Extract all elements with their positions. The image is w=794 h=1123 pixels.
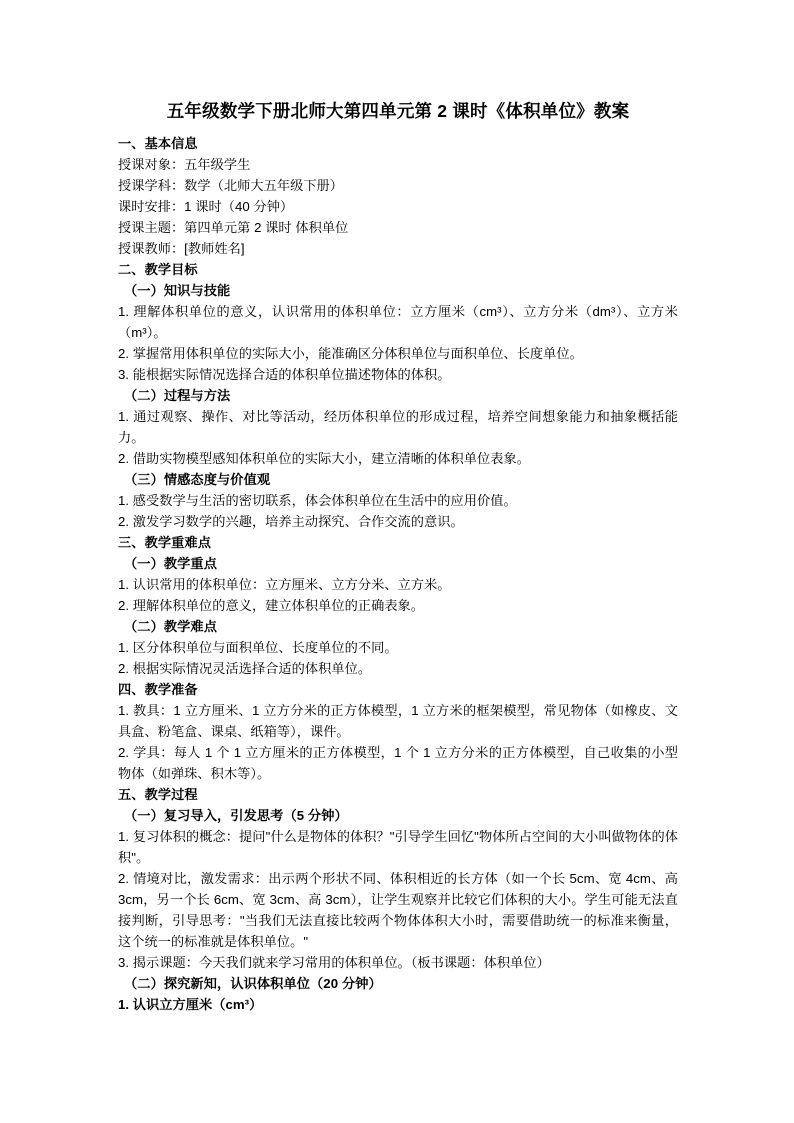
- section-heading-objectives: 二、教学目标: [118, 262, 198, 277]
- process-review-step-1: 1. 复习体积的概念：提问"什么是物体的体积？"引导学生回忆"物体所占空间的大小叫做物体的体积"。: [118, 829, 678, 865]
- info-line-subject: 授课学科：数学（北师大五年级下册）: [118, 178, 344, 193]
- subheading-process-method: （二）过程与方法: [124, 388, 231, 403]
- difficult-point-2: 2. 根据实际情况灵活选择合适的体积单位。: [118, 661, 372, 676]
- objective-process-1: 1. 通过观察、操作、对比等活动，经历体积单位的形成过程，培养空间想象能力和抽象概括能力。: [118, 409, 678, 445]
- info-line-teacher: 授课教师：[教师姓名]: [118, 241, 245, 256]
- objective-emotion-2: 2. 激发学习数学的兴趣，培养主动探究、合作交流的意识。: [118, 514, 464, 529]
- key-point-2: 2. 理解体积单位的意义，建立体积单位的正确表象。: [118, 598, 425, 613]
- section-heading-basic-info: 一、基本信息: [118, 136, 198, 151]
- section-heading-process: 五、教学过程: [118, 787, 198, 802]
- objective-process-2: 2. 借助实物模型感知体积单位的实际大小，建立清晰的体积单位表象。: [118, 451, 530, 466]
- preparation-student-aids: 2. 学具：每人 1 个 1 立方厘米的正方体模型，1 个 1 立方分米的正方体模型，自己收集的小型物体（如弹珠、积木等）。: [118, 745, 678, 781]
- objective-knowledge-3: 3. 能根据实际情况选择合适的体积单位描述物体的体积。: [118, 367, 451, 382]
- objective-knowledge-2: 2. 掌握常用体积单位的实际大小，能准确区分体积单位与面积单位、长度单位。: [118, 346, 583, 361]
- key-point-1: 1. 认识常用的体积单位：立方厘米、立方分米、立方米。: [118, 577, 451, 592]
- document-content: [118, 98, 678, 1015]
- subheading-knowledge-skills: （一）知识与技能: [124, 283, 231, 298]
- section-heading-key-difficult: 三、教学重难点: [118, 535, 212, 550]
- subheading-emotion-attitude: （三）情感态度与价值观: [124, 472, 271, 487]
- objective-knowledge-1: 1. 理解体积单位的意义，认识常用的体积单位：立方厘米（cm³）、立方分米（dm³）、立方米（m³）。: [118, 304, 678, 340]
- subheading-explore-new-knowledge: （二）探究新知，认识体积单位（20 分钟）: [124, 976, 382, 991]
- subheading-key-points: （一）教学重点: [124, 556, 218, 571]
- info-line-audience: 授课对象：五年级学生: [118, 157, 251, 172]
- process-review-step-3: 3. 揭示课题：今天我们就来学习常用的体积单位。（板书课题：体积单位）: [118, 955, 550, 970]
- section-heading-preparation: 四、教学准备: [118, 682, 198, 697]
- process-explore-step-1: 1. 认识立方厘米（cm³）: [118, 997, 263, 1012]
- preparation-teaching-aids: 1. 教具：1 立方厘米、1 立方分米的正方体模型，1 立方米的框架模型，常见物体（如橡皮、文具盒、粉笔盒、课桌、纸箱等），课件。: [118, 703, 678, 739]
- page-title: 五年级数学下册北师大第四单元第 2 课时《体积单位》教案: [166, 101, 630, 121]
- difficult-point-1: 1. 区分体积单位与面积单位、长度单位的不同。: [118, 640, 398, 655]
- info-line-duration: 课时安排：1 课时（40 分钟）: [118, 199, 294, 214]
- info-line-topic: 授课主题：第四单元第 2 课时 体积单位: [118, 220, 349, 235]
- process-review-step-2: 2. 情境对比，激发需求：出示两个形状不同、体积相近的长方体（如一个长 5cm、宽 4cm、高 3cm，另一个长 6cm、宽 3cm、高 3cm），让学生观察并比较它们体积的大小。学生可能无法直接判断，引导思考："当我们无法直接比较两个物体体积大小时，需要借助统一的标准来衡量，这个统一的标准就是体积单位。": [118, 871, 678, 949]
- subheading-difficult-points: （二）教学难点: [124, 619, 218, 634]
- objective-emotion-1: 1. 感受数学与生活的密切联系，体会体积单位在生活中的应用价值。: [118, 493, 517, 508]
- subheading-review-intro: （一）复习导入，引发思考（5 分钟）: [124, 808, 348, 823]
